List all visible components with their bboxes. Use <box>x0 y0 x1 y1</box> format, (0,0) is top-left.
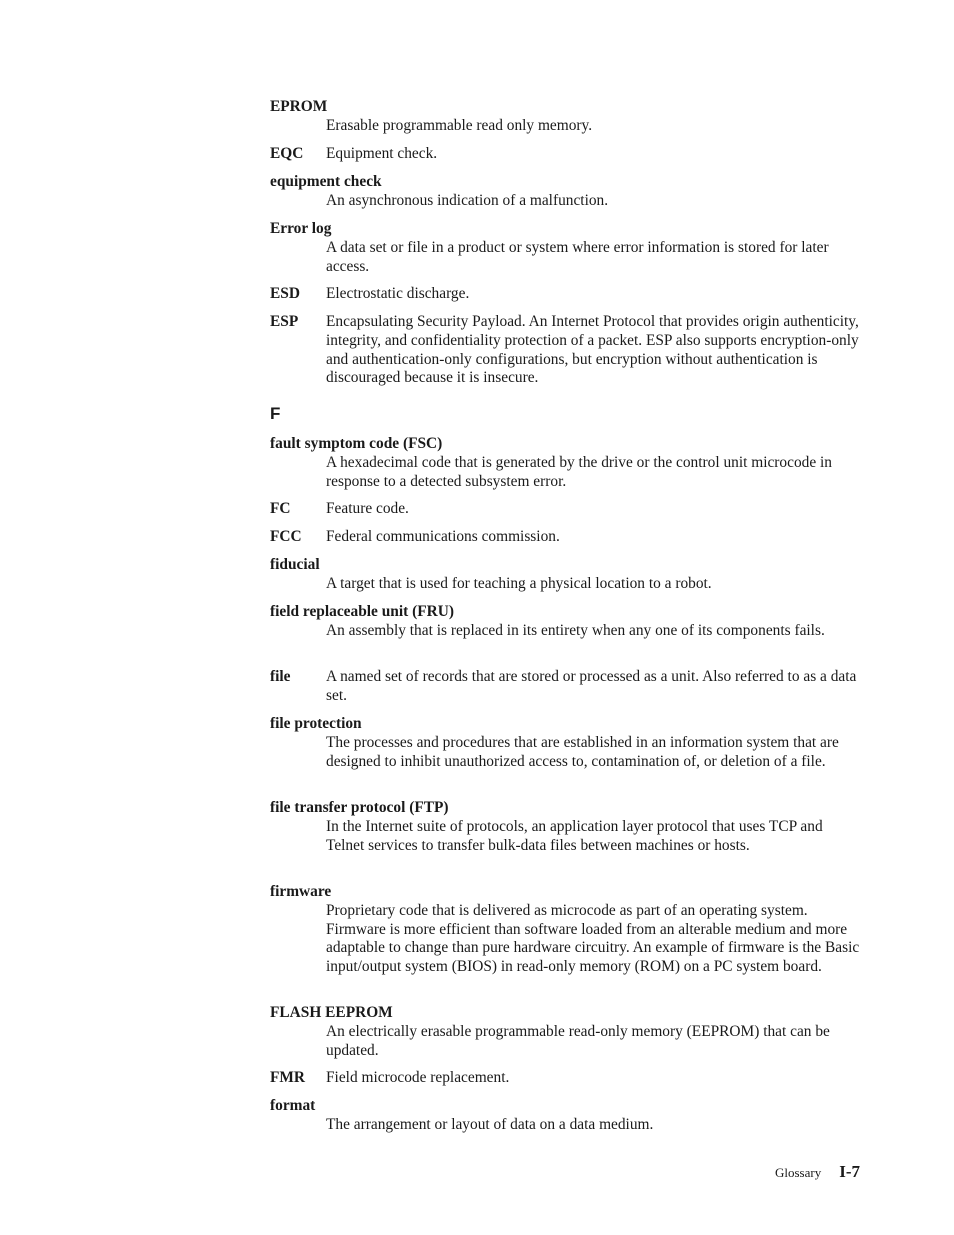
glossary-term: fiducial <box>270 556 320 573</box>
glossary-entry-fru <box>270 603 860 641</box>
section-heading: F <box>270 404 281 423</box>
glossary-definition: Feature code. <box>326 500 409 517</box>
glossary-definition: A named set of records that are stored or processed as a unit. Also referred to as a data set. <box>326 668 857 704</box>
glossary-definition: The arrangement or layout of data on a data medium. <box>326 1115 654 1133</box>
glossary-entry-equipment-check <box>270 173 860 211</box>
glossary-entry-flash-eeprom <box>270 1004 860 1060</box>
glossary-definition: Encapsulating Security Payload. An Internet Protocol that provides origin authenticity, integrity, and confidentiality protection of a packet. ESP also supports encryption-only and authentication-only configurations, but encryption without authentication is discouraged because it is insecure. <box>326 313 859 387</box>
glossary-entry-format <box>270 1097 860 1135</box>
glossary-definition: A data set or file in a product or system where error information is stored for later access. <box>326 238 829 275</box>
glossary-term: ESD <box>270 285 300 302</box>
glossary-entry-fmr <box>270 1069 860 1088</box>
page-footer <box>775 1162 860 1182</box>
glossary-entry-eqc <box>270 145 860 164</box>
glossary-definition: An electrically erasable programmable read-only memory (EEPROM) that can be updated. <box>326 1022 830 1059</box>
glossary-entry-esp <box>270 313 860 388</box>
glossary-entry-esd <box>270 285 860 304</box>
glossary-definition: Field microcode replacement. <box>326 1069 510 1086</box>
glossary-definition: An assembly that is replaced in its entirety when any one of its components fails. <box>326 621 825 639</box>
glossary-term: FLASH EEPROM <box>270 1004 393 1021</box>
glossary-definition: Proprietary code that is delivered as microcode as part of an operating system. Firmware is more efficient than software loaded from an alterable medium and more adaptable to change than pure hardware circuitry. An example of firmware is the Basic input/output system (BIOS) in read-only memory (ROM) on a PC system board. <box>326 901 860 976</box>
glossary-term: FCC <box>270 528 302 545</box>
glossary-term: field replaceable unit (FRU) <box>270 603 454 620</box>
glossary-entry-fcc <box>270 528 860 547</box>
glossary-term: file transfer protocol (FTP) <box>270 799 449 816</box>
glossary-term: format <box>270 1097 316 1114</box>
glossary-entry-fsc <box>270 435 860 491</box>
glossary-term: fault symptom code (FSC) <box>270 435 443 452</box>
glossary-term: EPROM <box>270 98 328 115</box>
glossary-term: EQC <box>270 145 304 162</box>
glossary-entry-fiducial <box>270 556 860 594</box>
glossary-term: Error log <box>270 220 332 237</box>
glossary-entry-firmware <box>270 883 860 977</box>
glossary-entry-error-log <box>270 220 860 276</box>
glossary-term: FC <box>270 500 291 517</box>
glossary-definition: Electrostatic discharge. <box>326 285 470 302</box>
glossary-entry-ftp <box>270 799 860 855</box>
glossary-definition: A target that is used for teaching a physical location to a robot. <box>326 574 712 592</box>
glossary-entry-fc <box>270 500 860 519</box>
glossary-entry-file <box>270 668 860 706</box>
glossary-entry-file-protection <box>270 715 860 771</box>
glossary-definition: In the Internet suite of protocols, an application layer protocol that uses TCP and Telnet services to transfer bulk-data files between machines or hosts. <box>326 817 823 854</box>
glossary-term: ESP <box>270 313 299 330</box>
page-number: I-7 <box>839 1162 860 1181</box>
glossary-definition: An asynchronous indication of a malfunction. <box>326 191 609 209</box>
glossary-definition: Federal communications commission. <box>326 528 560 545</box>
glossary-term: firmware <box>270 883 332 900</box>
glossary-term: equipment check <box>270 173 382 190</box>
glossary-definition: A hexadecimal code that is generated by the drive or the control unit microcode in response to a detected subsystem error. <box>326 453 833 490</box>
glossary-definition: Equipment check. <box>326 145 438 162</box>
footer-section-label: Glossary <box>775 1165 822 1180</box>
glossary-entry-eprom <box>270 98 860 136</box>
glossary-term: file protection <box>270 715 362 732</box>
glossary-term: FMR <box>270 1069 306 1086</box>
glossary-definition: The processes and procedures that are established in an information system that are designed to inhibit unauthorized access to, contamination of, or deletion of a file. <box>326 733 839 770</box>
glossary-term: file <box>270 668 291 685</box>
glossary-definition: Erasable programmable read only memory. <box>326 116 593 134</box>
